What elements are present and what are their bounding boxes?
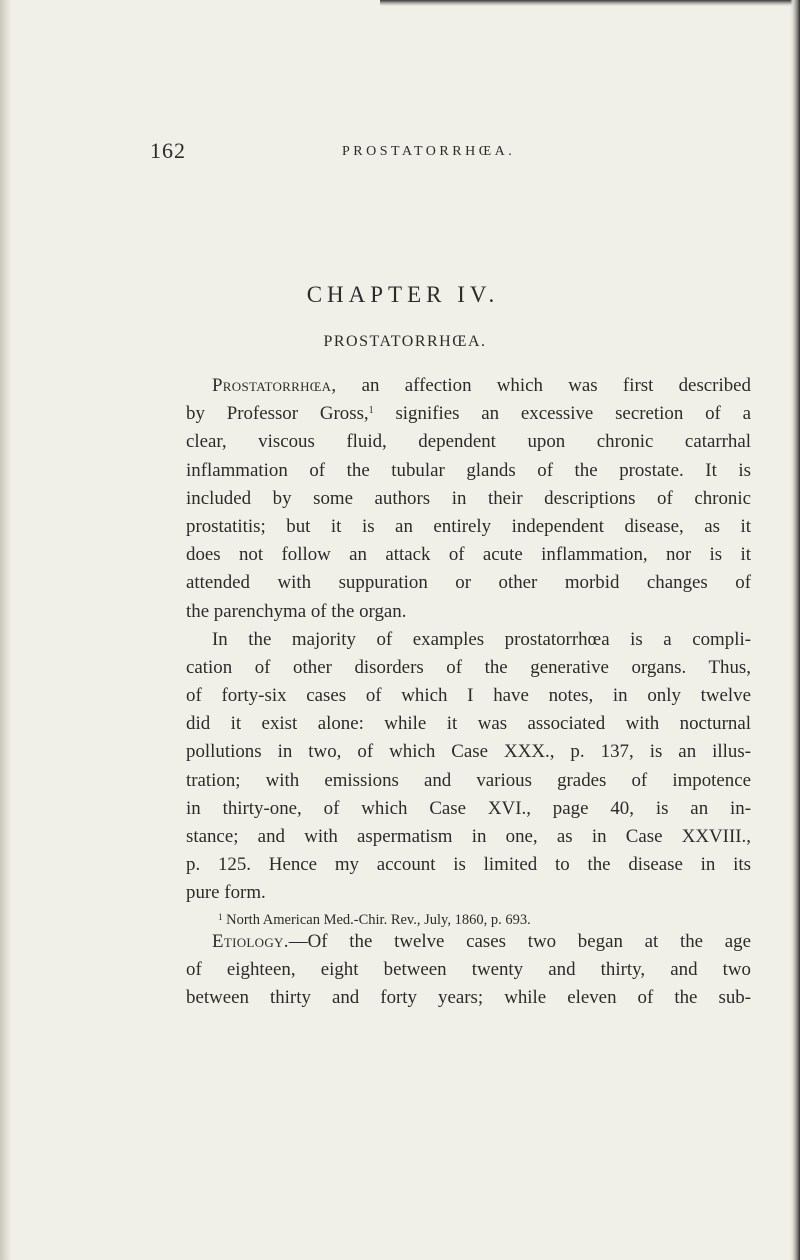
text-line: by Professor Gross,$^1$ signifies an excessive secretion of a [186,403,751,425]
paragraph-3 [186,928,751,1013]
text-line: Etiology.—Of the twelve cases two began at the age [212,930,751,952]
text-line: did it exist alone: while it was associated with nocturnal [186,713,751,735]
text-line: does not follow an attack of acute inflammation, nor is it [186,544,751,566]
chapter-heading: CHAPTER IV. [306,282,500,307]
running-head [150,138,750,168]
text-line: of forty-six cases of which I have notes, in only twelve [186,685,751,707]
running-title: PROSTATORRHŒA. [342,144,516,159]
text-line: the parenchyma of the organ. [186,600,407,622]
text-line: cation of other disorders of the generative organs. Thus, [186,656,751,678]
paragraph-2 [186,626,751,908]
text-line: In the majority of examples prostatorrhœa is a compli- [212,628,751,650]
footnote-marker: 1 [368,405,374,417]
text-line: p. 125. Hence my account is limited to the disease in its [186,854,751,876]
footnote-text: North American Med.-Chir. Rev., July, 1860, p. 693. [226,912,531,928]
text-line: attended with suppuration or other morbid changes of [186,572,751,594]
text-line: pollutions in two, of which Case XXX., p. 137, is an illus- [186,741,751,763]
text-line: Prostatorrhœa, an affection which was first described [212,375,751,396]
lead-word: Prostatorrhœa, [212,375,337,396]
footnote [218,912,531,929]
text-line: of eighteen, eight between twenty and thirty, and two [186,958,751,980]
chapter-title: PROSTATORRHŒA. [323,333,487,350]
text-line: inflammation of the tubular glands of the prostate. It is [186,459,751,481]
text-line: pure form. [186,882,266,904]
page-top-shadow [380,0,800,6]
page-right-shadow [790,0,800,1260]
text-line: clear, viscous fluid, dependent upon chronic catarrhal [186,431,751,453]
text-line: included by some authors in their descriptions of chronic [186,487,751,509]
text-line: tration; with emissions and various grades of impotence [186,769,751,791]
text-line: in thirty-one, of which Case XVI., page 40, is an in- [186,797,751,819]
lead-word: Etiology. [212,930,289,952]
page-number: 162 [150,138,186,163]
footnote-number: 1 [218,912,223,922]
text-line: stance; and with aspermatism in one, as in Case XXVIII., [186,826,751,847]
paragraph-1 [186,372,751,626]
text-line: between thirty and forty years; while eleven of the sub- [186,986,751,1008]
page-left-shadow [0,0,12,1260]
text-line: prostatitis; but it is an entirely independent disease, as it [186,515,751,537]
